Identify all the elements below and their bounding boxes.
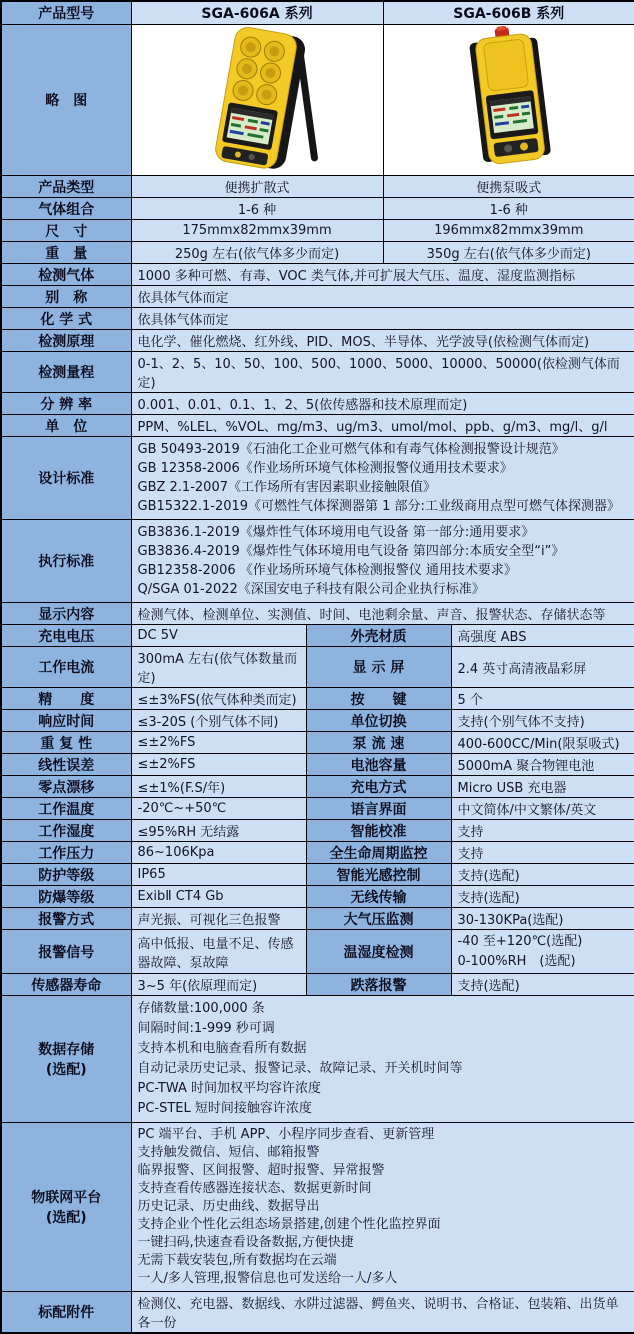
alarm-method-label: 报警方式 [1, 908, 131, 930]
row-detection-range [1, 352, 634, 393]
pressure-monitor-value: 30-130KPa(选配) [451, 908, 634, 930]
row-alarm-signal [1, 930, 634, 974]
iot-line: 一键扫码,快速查看设备数据,方便快捷 [137, 1235, 354, 1250]
weight-value-a: 250g 左右(依气体多少而定) [131, 242, 383, 264]
detected-gases-value: 1000 多种可燃、有毒、VOC 类气体,并可扩展大气压、温度、湿度监测指标 [131, 264, 634, 286]
units-label: 单 位 [1, 415, 131, 437]
data-storage-value [131, 996, 634, 1123]
weight-label: 重 量 [1, 242, 131, 264]
temp-humidity-detect-label: 温湿度检测 [306, 930, 451, 974]
row-chemical-formula [1, 308, 634, 330]
humidity-detect-line: 0-100%RH (选配) [457, 953, 576, 969]
linearity-error-label: 线性误差 [1, 754, 131, 776]
protection-rating-label: 防护等级 [1, 864, 131, 886]
response-time-label: 响应时间 [1, 710, 131, 732]
data-storage-label [1, 996, 131, 1123]
standard-line: GBZ 2.1-2007《工作场所有害因素职业接触限值》 [137, 480, 436, 495]
display-content-label: 显示内容 [1, 603, 131, 625]
explosion-rating-label: 防爆等级 [1, 886, 131, 908]
row-working-humidity [1, 820, 634, 842]
chemical-formula-label: 化 学 式 [1, 308, 131, 330]
product-type-label: 产品类型 [1, 176, 131, 198]
lifecycle-monitor-value: 支持 [451, 842, 634, 864]
alarm-signal-label: 报警信号 [1, 930, 131, 974]
row-alias [1, 286, 634, 308]
gas-combination-label: 气体组合 [1, 198, 131, 220]
header-row [1, 1, 634, 25]
row-accessories [1, 1292, 634, 1334]
weight-value-b: 350g 左右(依气体多少而定) [383, 242, 634, 264]
row-exec-standards [1, 520, 634, 603]
resolution-value: 0.001、0.01、0.1、1、2、5(依传感器和技术原理而定) [131, 393, 634, 415]
buttons-label: 按 键 [306, 688, 451, 710]
iot-line: PC 端平台、手机 APP、小程序同步查看、更新管理 [137, 1127, 435, 1142]
drop-alarm-value: 支持(选配) [451, 974, 634, 996]
temp-detect-line: -40 至+120℃(选配) [457, 933, 583, 949]
iot-line: 历史记录、历史曲线、数据导出 [137, 1199, 320, 1214]
language-ui-value: 中文简体/中文繁体/英文 [451, 798, 634, 820]
linearity-error-value: ≤±2%FS [131, 754, 306, 776]
top-panel [483, 39, 529, 92]
charge-voltage-value: DC 5V [131, 625, 306, 647]
zero-drift-label: 零点漂移 [1, 776, 131, 798]
iot-line: 支持企业个性化云组态场景搭建,创建个性化监控界面 [137, 1217, 441, 1232]
drop-alarm-label: 跌落报警 [306, 974, 451, 996]
standard-line: GB3836.1-2019《爆炸性气体环境用电气设备 第一部分:通用要求》 [137, 525, 535, 540]
design-standards-value [131, 437, 634, 520]
repeatability-label: 重 复 性 [1, 732, 131, 754]
sketch-label: 略 图 [1, 25, 131, 176]
detection-range-label: 检测量程 [1, 352, 131, 393]
iot-platform-value [131, 1123, 634, 1292]
row-units [1, 415, 634, 437]
alias-label: 别 称 [1, 286, 131, 308]
light-sensor-control-label: 智能光感控制 [306, 864, 451, 886]
product-image-sga-606a [131, 25, 383, 176]
data-storage-label-line1: 数据存储 [38, 1042, 95, 1058]
gas-combination-value-b: 1-6 种 [383, 198, 634, 220]
explosion-rating-value: ExibⅡ CT4 Gb [131, 886, 306, 908]
dimensions-label: 尺 寸 [1, 220, 131, 242]
detection-principle-value: 电化学、催化燃烧、红外线、PID、MOS、半导体、光学波导(依检测气体而定) [131, 330, 634, 352]
pressure-monitor-label: 大气压监测 [306, 908, 451, 930]
standard-line: Q/SGA 01-2022《深国安电子科技有限公司企业执行标准》 [137, 582, 485, 597]
storage-line: 间隔时间:1-999 秒可调 [137, 1021, 275, 1036]
charge-method-label: 充电方式 [306, 776, 451, 798]
header-series-b: SGA-606B 系列 [383, 1, 634, 25]
row-charge-voltage [1, 625, 634, 647]
row-design-standards [1, 437, 634, 520]
data-storage-label-line2: (选配) [45, 1062, 87, 1078]
sensor-life-value: 3~5 年(依原理而定) [131, 974, 306, 996]
exec-standards-value [131, 520, 634, 603]
working-temperature-label: 工作温度 [1, 798, 131, 820]
detected-gases-label: 检测气体 [1, 264, 131, 286]
exec-standards-label: 执行标准 [1, 520, 131, 603]
alarm-signal-value: 高中低报、电量不足、传感器故障、泵故障 [131, 930, 306, 974]
language-ui-label: 语言界面 [306, 798, 451, 820]
alarm-method-value: 声光振、可视化三色报警 [131, 908, 306, 930]
standard-line: GB12358-2006 《作业场所环境气体检测报警仪 通用技术要求》 [137, 563, 517, 578]
sensor-life-label: 传感器寿命 [1, 974, 131, 996]
working-temperature-value: -20℃~+50℃ [131, 798, 306, 820]
screen [222, 102, 278, 150]
temp-humidity-detect-value [451, 930, 634, 974]
header-series-a: SGA-606A 系列 [131, 1, 383, 25]
pump-flow-value: 400-600CC/Min(限泵吸式) [451, 732, 634, 754]
lifecycle-monitor-label: 全生命周期监控 [306, 842, 451, 864]
chemical-formula-value: 依具体气体而定 [131, 308, 634, 330]
units-value: PPM、%LEL、%VOL、mg/m3、ug/m3、umol/mol、ppb、g/m3、mg/l、g/l [131, 415, 634, 437]
alias-value: 依具体气体而定 [131, 286, 634, 308]
standard-line: GB15322.1-2019《可燃性气体探测器第 1 部分:工业级商用点型可燃气体探测器》 [137, 499, 620, 514]
standard-line: GB 50493-2019《石油化工企业可燃气体和有毒气体检测报警设计规范》 [137, 442, 565, 457]
shell-material-label: 外壳材质 [306, 625, 451, 647]
smart-calibration-value: 支持 [451, 820, 634, 842]
iot-line: 一人/多人管理,报警信息也可发送给一人/多人 [137, 1271, 398, 1286]
wireless-transmission-label: 无线传输 [306, 886, 451, 908]
standard-line: GB 12358-2006《作业场所环境气体检测报警仪通用技术要求》 [137, 461, 513, 476]
row-detected-gases [1, 264, 634, 286]
product-image-sga-606b [383, 25, 634, 176]
row-protection-rating [1, 864, 634, 886]
iot-line: 支持查看传感器连接状态、数据更新时间 [137, 1181, 372, 1196]
row-resolution [1, 393, 634, 415]
detection-range-value: 0-1、2、5、10、50、100、500、1000、5000、10000、50000(依检测气体而定) [131, 352, 634, 393]
row-dimensions [1, 220, 634, 242]
response-time-value: ≤3-20S (个别气体不同) [131, 710, 306, 732]
row-sensor-life [1, 974, 634, 996]
row-data-storage [1, 996, 634, 1123]
storage-line: 存储数量:100,000 条 [137, 1001, 265, 1016]
storage-line: 支持本机和电脑查看所有数据 [137, 1041, 307, 1056]
storage-line: 自动记录历史记录、报警记录、故障记录、开关机时间等 [137, 1061, 463, 1076]
gas-detector-photo-a [132, 25, 382, 171]
gas-detector-photo-b [384, 25, 634, 171]
wireless-transmission-value: 支持(选配) [451, 886, 634, 908]
row-product-type [1, 176, 634, 198]
display-content-value: 检测气体、检测单位、实测值、时间、电池剩余量、声音、报警状态、存储状态等 [131, 603, 634, 625]
iot-line: 无需下载安装包,所有数据均在云端 [137, 1253, 337, 1268]
accuracy-label: 精 度 [1, 688, 131, 710]
row-weight [1, 242, 634, 264]
detection-principle-label: 检测原理 [1, 330, 131, 352]
row-working-temperature [1, 798, 634, 820]
working-humidity-value: ≤95%RH 无结露 [131, 820, 306, 842]
screen [485, 90, 538, 140]
dimensions-value-b: 196mmx82mmx39mm [383, 220, 634, 242]
battery-capacity-value: 5000mA 聚合物锂电池 [451, 754, 634, 776]
row-repeatability [1, 732, 634, 754]
gas-combination-value-a: 1-6 种 [131, 198, 383, 220]
standard-line: GB3836.4-2019《爆炸性气体环境用电气设备 第四部分:本质安全型“i”》 [137, 544, 565, 559]
storage-line: PC-STEL 短时间接触容许浓度 [137, 1101, 312, 1116]
unit-switch-value: 支持(个别气体不支持) [451, 710, 634, 732]
dimensions-value-a: 175mmx82mmx39mm [131, 220, 383, 242]
row-working-pressure [1, 842, 634, 864]
design-standards-label: 设计标准 [1, 437, 131, 520]
iot-line: 支持触发微信、短信、邮箱报警 [137, 1145, 320, 1160]
charge-method-value: Micro USB 充电器 [451, 776, 634, 798]
iot-line: 临界报警、区间报警、超时报警、异常报警 [137, 1163, 385, 1178]
working-current-value: 300mA 左右(依气体数量而定) [131, 647, 306, 688]
sketch-row [1, 25, 634, 176]
display-screen-label: 显 示 屏 [306, 647, 451, 688]
battery-capacity-label: 电池容量 [306, 754, 451, 776]
charge-voltage-label: 充电电压 [1, 625, 131, 647]
buttons-value: 5 个 [451, 688, 634, 710]
storage-line: PC-TWA 时间加权平均容许浓度 [137, 1081, 322, 1096]
row-accuracy [1, 688, 634, 710]
row-alarm-method [1, 908, 634, 930]
repeatability-value: ≤±2%FS [131, 732, 306, 754]
smart-calibration-label: 智能校准 [306, 820, 451, 842]
row-zero-drift [1, 776, 634, 798]
shell-material-value: 高强度 ABS [451, 625, 634, 647]
row-iot-platform [1, 1123, 634, 1292]
header-product-model-label: 产品型号 [1, 1, 131, 25]
row-gas-combination [1, 198, 634, 220]
accessories-value: 检测仪、充电器、数据线、水阱过滤器、鳄鱼夹、说明书、合格证、包装箱、出货单各一份 [131, 1292, 634, 1334]
working-pressure-value: 86~106Kpa [131, 842, 306, 864]
protection-rating-value: IP65 [131, 864, 306, 886]
row-linearity-error [1, 754, 634, 776]
light-sensor-control-value: 支持(选配) [451, 864, 634, 886]
row-response-time [1, 710, 634, 732]
row-working-current [1, 647, 634, 688]
working-pressure-label: 工作压力 [1, 842, 131, 864]
iot-platform-label [1, 1123, 131, 1292]
display-screen-value: 2.4 英寸高清液晶彩屏 [451, 647, 634, 688]
iot-platform-label-line1: 物联网平台 [31, 1190, 102, 1206]
product-type-value-a: 便携扩散式 [131, 176, 383, 198]
accuracy-value: ≤±3%FS(依气体种类而定) [131, 688, 306, 710]
unit-switch-label: 单位切换 [306, 710, 451, 732]
resolution-label: 分 辨 率 [1, 393, 131, 415]
accessories-label: 标配附件 [1, 1292, 131, 1334]
zero-drift-value: ≤±1%(F.S/年) [131, 776, 306, 798]
iot-platform-label-line2: (选配) [45, 1210, 87, 1226]
working-current-label: 工作电流 [1, 647, 131, 688]
row-display-content [1, 603, 634, 625]
pump-flow-label: 泵 流 速 [306, 732, 451, 754]
product-type-value-b: 便携泵吸式 [383, 176, 634, 198]
row-explosion-rating [1, 886, 634, 908]
row-detection-principle [1, 330, 634, 352]
working-humidity-label: 工作湿度 [1, 820, 131, 842]
